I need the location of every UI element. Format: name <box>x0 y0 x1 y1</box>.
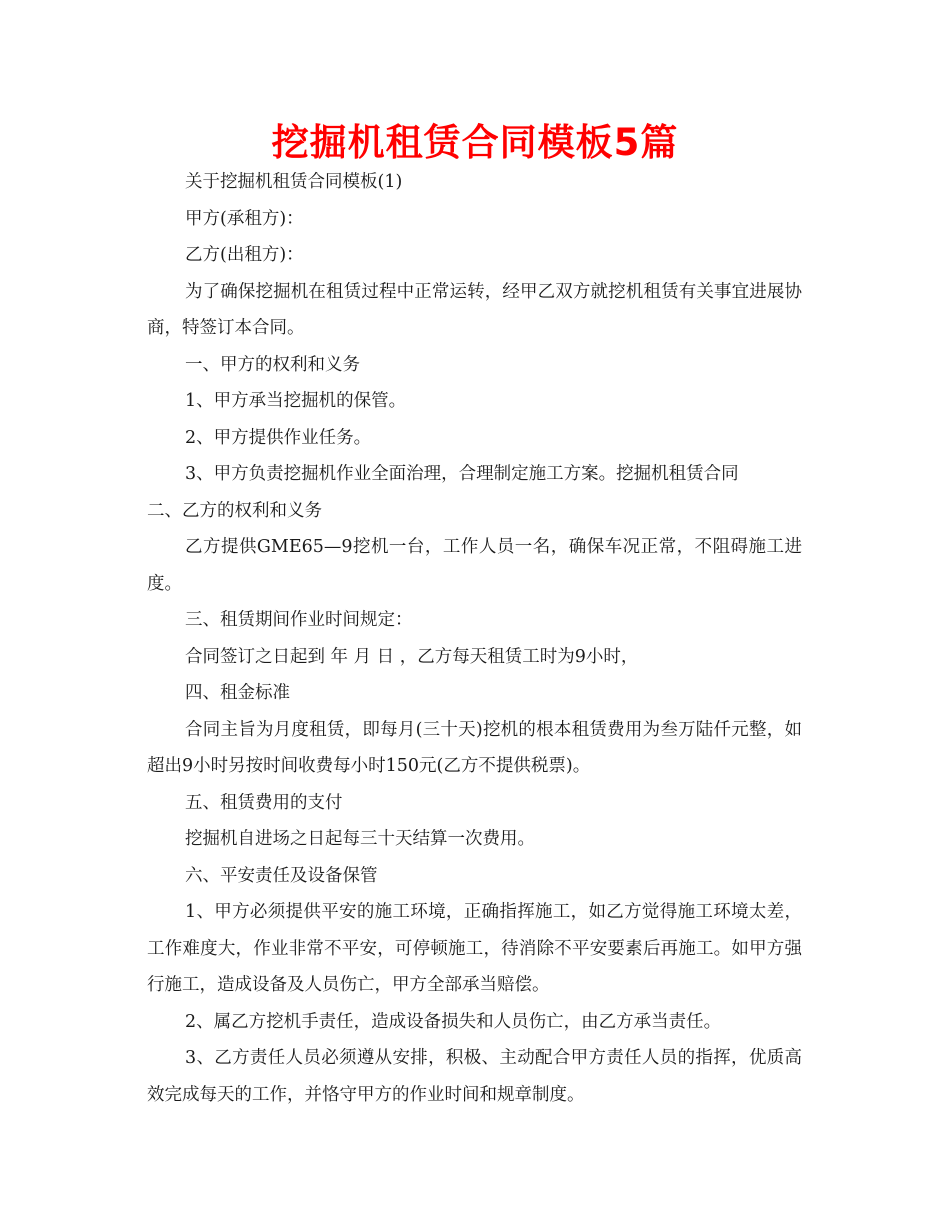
document-title: 挖掘机租赁合同模板5篇 <box>271 121 679 164</box>
paragraph: 2、甲方提供作业任务。 <box>185 427 372 448</box>
paragraph: 2、属乙方挖机手责任，造成设备损失和人员伤亡，由乙方承当责任。 <box>185 1011 722 1032</box>
paragraph: 乙方提供GME65—9挖机一台，工作人员一名，确保车况正常，不阻碍施工进度。 <box>147 537 802 594</box>
paragraph: 1、甲方必须提供平安的施工环境，正确指挥施工，如乙方觉得施工环境太差，工作难度大，作业非常不平安，可停顿施工，待消除不平安要素后再施工。如甲方强行施工，造成设备及人员伤亡，甲方全部承当赔偿。 <box>147 902 802 995</box>
paragraph: 挖掘机自进场之日起每三十天结算一次费用。 <box>185 829 535 849</box>
paragraph: 3、乙方责任人员必须遵从安排，积极、主动配合甲方责任人员的指挥，优质高效完成每天的工作，并恪守甲方的作业时间和规章制度。 <box>147 1048 802 1105</box>
paragraph: 合同签订之日起到 年 月 日 ，乙方每天租赁工时为9小时， <box>185 646 639 667</box>
section-heading: 六、平安责任及设备保管 <box>185 865 378 886</box>
section-heading: 二、乙方的权利和义务 <box>147 500 322 521</box>
paragraph: 合同主旨为月度租赁，即每月(三十天)挖机的根本租赁费用为叁万陆仟元整，如超出9小时另按时间收费每小时150元(乙方不提供税票)。 <box>147 719 802 776</box>
paragraph: 3、甲方负责挖掘机作业全面治理，合理制定施工方案。挖掘机租赁合同 <box>185 464 739 484</box>
paragraph: 甲方(承租方)： <box>185 208 304 229</box>
paragraph: 为了确保挖掘机在租赁过程中正常运转，经甲乙双方就挖机租赁有关事宜进展协商，特签订本合同。 <box>147 281 802 338</box>
section-heading: 四、租金标准 <box>185 683 290 703</box>
paragraph: 乙方(出租方)： <box>185 245 304 265</box>
document-body <box>147 164 802 1113</box>
section-heading: 三、租赁期间作业时间规定： <box>185 610 413 630</box>
paragraph: 1、甲方承当挖掘机的保管。 <box>185 391 407 411</box>
section-heading: 一、甲方的权利和义务 <box>185 354 360 375</box>
paragraph: 关于挖掘机租赁合同模板(1) <box>185 172 403 192</box>
section-heading: 五、租赁费用的支付 <box>185 792 343 813</box>
